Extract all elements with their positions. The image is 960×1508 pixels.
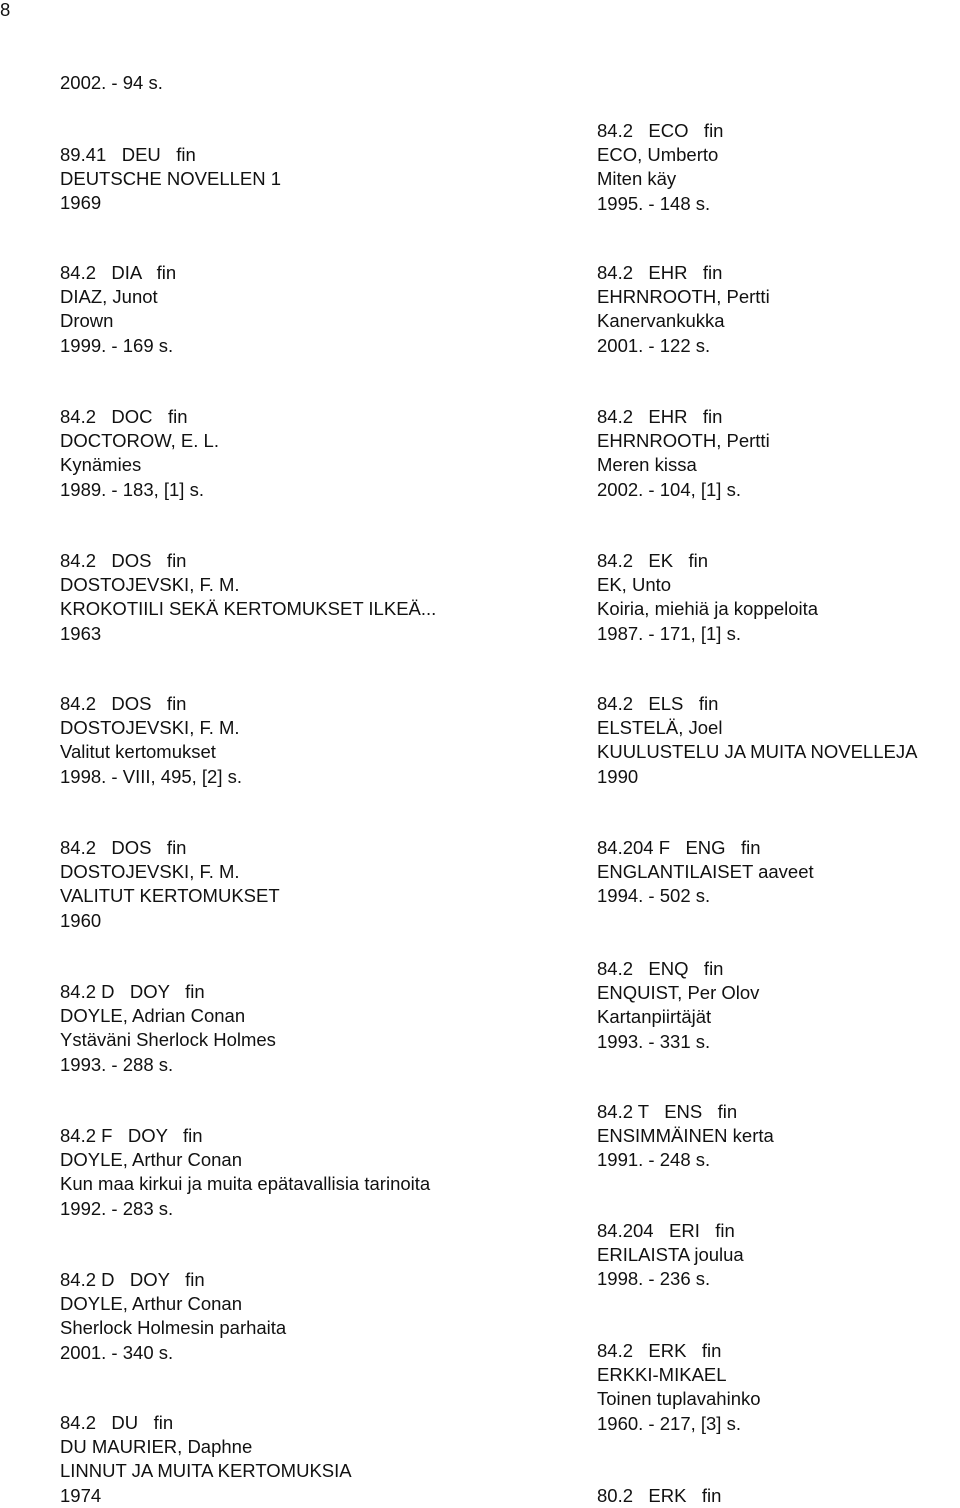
entry-line: DOCTOROW, E. L. — [60, 430, 219, 452]
entry-classification: 84.2 DOS fin — [60, 550, 187, 571]
entry-line: VALITUT KERTOMUKSET — [60, 885, 280, 907]
entry-line: DEUTSCHE NOVELLEN 1 — [60, 168, 282, 190]
catalog-entry — [597, 957, 759, 1054]
entry-line: EHRNROOTH, Pertti — [597, 430, 770, 452]
catalog-entry — [60, 71, 163, 95]
entry-line: ERKKI-MIKAEL — [597, 1364, 727, 1386]
entry-classification: 84.2 F DOY fin — [60, 1125, 203, 1146]
entry-line: Kynämies — [60, 454, 142, 476]
catalog-entry — [60, 143, 281, 216]
entry-line: DOYLE, Arthur Conan — [60, 1149, 243, 1171]
entry-line: Toinen tuplavahinko — [597, 1388, 761, 1410]
entry-line: 1989. - 183, [1] s. — [60, 478, 204, 500]
entry-line: ELSTELÄ, Joel — [597, 717, 723, 739]
entry-classification: 84.2 T ENS fin — [597, 1101, 738, 1122]
page-number: 8 — [0, 0, 11, 20]
entry-classification: 84.2 DIA fin — [60, 262, 177, 283]
entry-classification: 84.204 ERI fin — [597, 1220, 735, 1241]
catalog-entry — [597, 119, 723, 216]
entry-line: 1999. - 169 s. — [60, 334, 174, 356]
catalog-entry — [60, 836, 280, 933]
entry-line: Valitut kertomukset — [60, 741, 216, 763]
entry-line: LINNUT JA MUITA KERTOMUKSIA — [60, 1460, 352, 1482]
entry-line: ENGLANTILAISET aaveet — [597, 861, 814, 883]
catalog-entry — [60, 1411, 352, 1508]
catalog-entry — [60, 405, 219, 502]
entry-classification: 84.2 ECO fin — [597, 120, 724, 141]
entry-line: KUULUSTELU JA MUITA NOVELLEJA — [597, 741, 918, 763]
entry-line: 2002. - 104, [1] s. — [597, 478, 741, 500]
entry-line: 1987. - 171, [1] s. — [597, 622, 741, 644]
entry-line: 1991. - 248 s. — [597, 1149, 711, 1171]
entry-line: 1969 — [60, 192, 102, 214]
entry-line: DOSTOJEVSKI, F. M. — [60, 574, 240, 596]
entry-classification: 84.2 DOS fin — [60, 837, 187, 858]
entry-classification: 84.2 DOS fin — [60, 693, 187, 714]
entry-line: DOSTOJEVSKI, F. M. — [60, 717, 240, 739]
catalog-entry — [597, 1100, 774, 1173]
entry-line: Meren kissa — [597, 454, 697, 476]
entry-classification: 84.2 ENQ fin — [597, 958, 724, 979]
entry-line: Ystäväni Sherlock Holmes — [60, 1029, 276, 1051]
entry-line: EK, Unto — [597, 574, 672, 596]
entry-line: 2001. - 122 s. — [597, 334, 711, 356]
entry-line: 1993. - 288 s. — [60, 1053, 174, 1075]
entry-classification: 84.204 F ENG fin — [597, 837, 761, 858]
entry-line: 1995. - 148 s. — [597, 192, 711, 214]
entry-line: KROKOTIILI SEKÄ KERTOMUKSET ILKEÄ... — [60, 598, 437, 620]
entry-line: 1992. - 283 s. — [60, 1197, 174, 1219]
entry-classification: 84.2 ELS fin — [597, 693, 719, 714]
catalog-entry — [60, 549, 436, 646]
entry-line: 1990 — [597, 765, 639, 787]
catalog-entry — [60, 692, 242, 789]
catalog-entry — [597, 692, 917, 789]
entry-line: Kartanpiirtäjät — [597, 1006, 712, 1028]
entry-line: DOSTOJEVSKI, F. M. — [60, 861, 240, 883]
entry-line: Drown — [60, 310, 114, 332]
entry-line: 1994. - 502 s. — [597, 885, 711, 907]
entry-classification: 84.2 DOC fin — [60, 406, 188, 427]
entry-classification: 84.2 DU fin — [60, 1412, 174, 1433]
entry-classification: 84.2 D DOY fin — [60, 1269, 205, 1290]
catalog-entry — [60, 1268, 286, 1365]
catalog-entry — [597, 836, 814, 909]
catalog-entry — [60, 1124, 430, 1221]
entry-line: 1993. - 331 s. — [597, 1030, 711, 1052]
entry-line: Kun maa kirkui ja muita epätavallisia tarinoita — [60, 1173, 431, 1195]
entry-line: 2002. - 94 s. — [60, 72, 163, 93]
entry-line: ENSIMMÄINEN kerta — [597, 1125, 774, 1147]
entry-line: 1998. - 236 s. — [597, 1268, 711, 1290]
catalog-entry — [60, 980, 276, 1077]
entry-line: DU MAURIER, Daphne — [60, 1436, 253, 1458]
entry-line: ENQUIST, Per Olov — [597, 982, 760, 1004]
catalog-entry — [60, 261, 176, 358]
entry-line: ECO, Umberto — [597, 144, 719, 166]
entry-line: Miten käy — [597, 168, 677, 190]
entry-line: 80.2 ERK fin — [597, 1485, 722, 1506]
catalog-entry — [597, 405, 770, 502]
entry-line: EHRNROOTH, Pertti — [597, 286, 770, 308]
catalog-entry — [597, 1219, 744, 1292]
entry-classification: 84.2 EK fin — [597, 550, 709, 571]
entry-line: 1998. - VIII, 495, [2] s. — [60, 765, 243, 787]
entry-line: Kanervankukka — [597, 310, 725, 332]
entry-classification: 89.41 DEU fin — [60, 144, 196, 165]
entry-line: DOYLE, Arthur Conan — [60, 1293, 243, 1315]
catalog-entry — [597, 1339, 761, 1436]
entry-line: Sherlock Holmesin parhaita — [60, 1317, 287, 1339]
entry-classification: 84.2 ERK fin — [597, 1340, 722, 1361]
entry-line: 1960 — [60, 909, 102, 931]
entry-line: Koiria, miehiä ja koppeloita — [597, 598, 819, 620]
entry-line: DIAZ, Junot — [60, 286, 158, 308]
catalog-entry — [597, 261, 770, 358]
entry-line: ERILAISTA joulua — [597, 1244, 744, 1266]
entry-line: DOYLE, Adrian Conan — [60, 1005, 246, 1027]
entry-line: 1974 — [60, 1484, 102, 1506]
catalog-entry — [597, 1484, 721, 1508]
entry-line: 1963 — [60, 622, 102, 644]
entry-classification: 84.2 EHR fin — [597, 406, 723, 427]
entry-classification: 84.2 D DOY fin — [60, 981, 205, 1002]
entry-line: 1960. - 217, [3] s. — [597, 1412, 741, 1434]
catalog-entry — [597, 549, 818, 646]
entry-classification: 84.2 EHR fin — [597, 262, 723, 283]
entry-line: 2001. - 340 s. — [60, 1341, 174, 1363]
